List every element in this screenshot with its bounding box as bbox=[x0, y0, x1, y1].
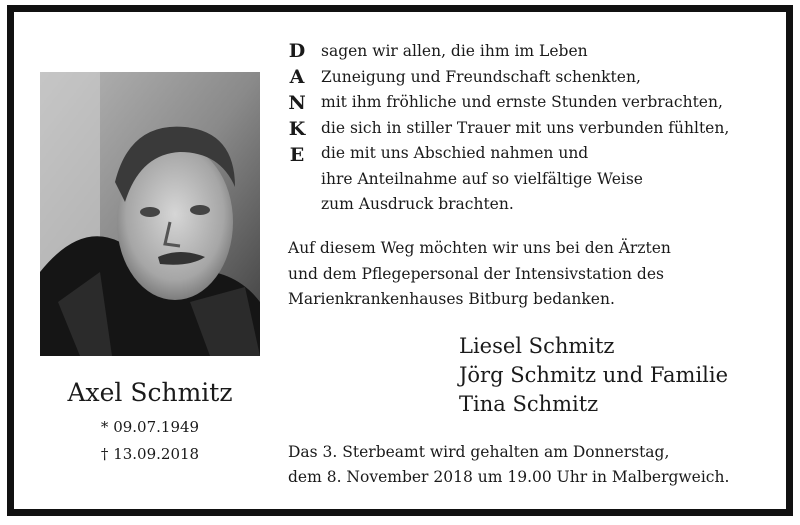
death-date: † 13.09.2018 bbox=[100, 445, 200, 463]
danke-letter: K bbox=[288, 118, 306, 140]
birth-date: * 09.07.1949 bbox=[100, 418, 200, 436]
verse-line: ihre Anteilnahme auf so vielfältige Weise bbox=[321, 169, 643, 188]
memorial-service-note bbox=[288, 440, 729, 490]
thanks-line: Auf diesem Weg möchten wir uns bei den Ärzten bbox=[288, 239, 671, 257]
danke-letter: E bbox=[289, 144, 305, 166]
family-signatures bbox=[459, 332, 728, 419]
service-line: Das 3. Sterbeamt wird gehalten am Donnerstag, bbox=[288, 443, 670, 461]
obituary-frame bbox=[7, 5, 793, 516]
portrait-icon bbox=[40, 72, 260, 356]
portrait-photo bbox=[40, 72, 260, 356]
thanks-verse bbox=[321, 39, 729, 218]
verse-line: zum Ausdruck brachten. bbox=[321, 195, 514, 213]
family-line: Liesel Schmitz bbox=[459, 334, 615, 358]
danke-letter: D bbox=[288, 40, 306, 62]
thanks-line: Marienkrankenhauses Bitburg bedanken. bbox=[288, 290, 615, 308]
service-line: dem 8. November 2018 um 19.00 Uhr in Malbergweich. bbox=[288, 468, 730, 486]
verse-line: Zuneigung und Freundschaft schenkten, bbox=[321, 67, 641, 86]
hospital-thanks bbox=[288, 236, 671, 313]
thanks-line: und dem Pflegepersonal der Intensivstation des bbox=[288, 264, 664, 283]
verse-line: mit ihm fröhliche und ernste Stunden verbrachten, bbox=[321, 93, 723, 111]
family-line: Tina Schmitz bbox=[459, 392, 599, 416]
verse-line: sagen wir allen, die ihm im Leben bbox=[321, 42, 588, 60]
danke-vertical-word bbox=[285, 40, 309, 170]
family-line: Jörg Schmitz und Familie bbox=[459, 363, 729, 387]
danke-letter: N bbox=[288, 92, 306, 114]
deceased-name: Axel Schmitz bbox=[67, 378, 233, 407]
verse-line: die sich in stiller Trauer mit uns verbunden fühlten, bbox=[321, 118, 730, 137]
verse-line: die mit uns Abschied nahmen und bbox=[321, 144, 589, 162]
danke-letter: A bbox=[289, 66, 305, 88]
